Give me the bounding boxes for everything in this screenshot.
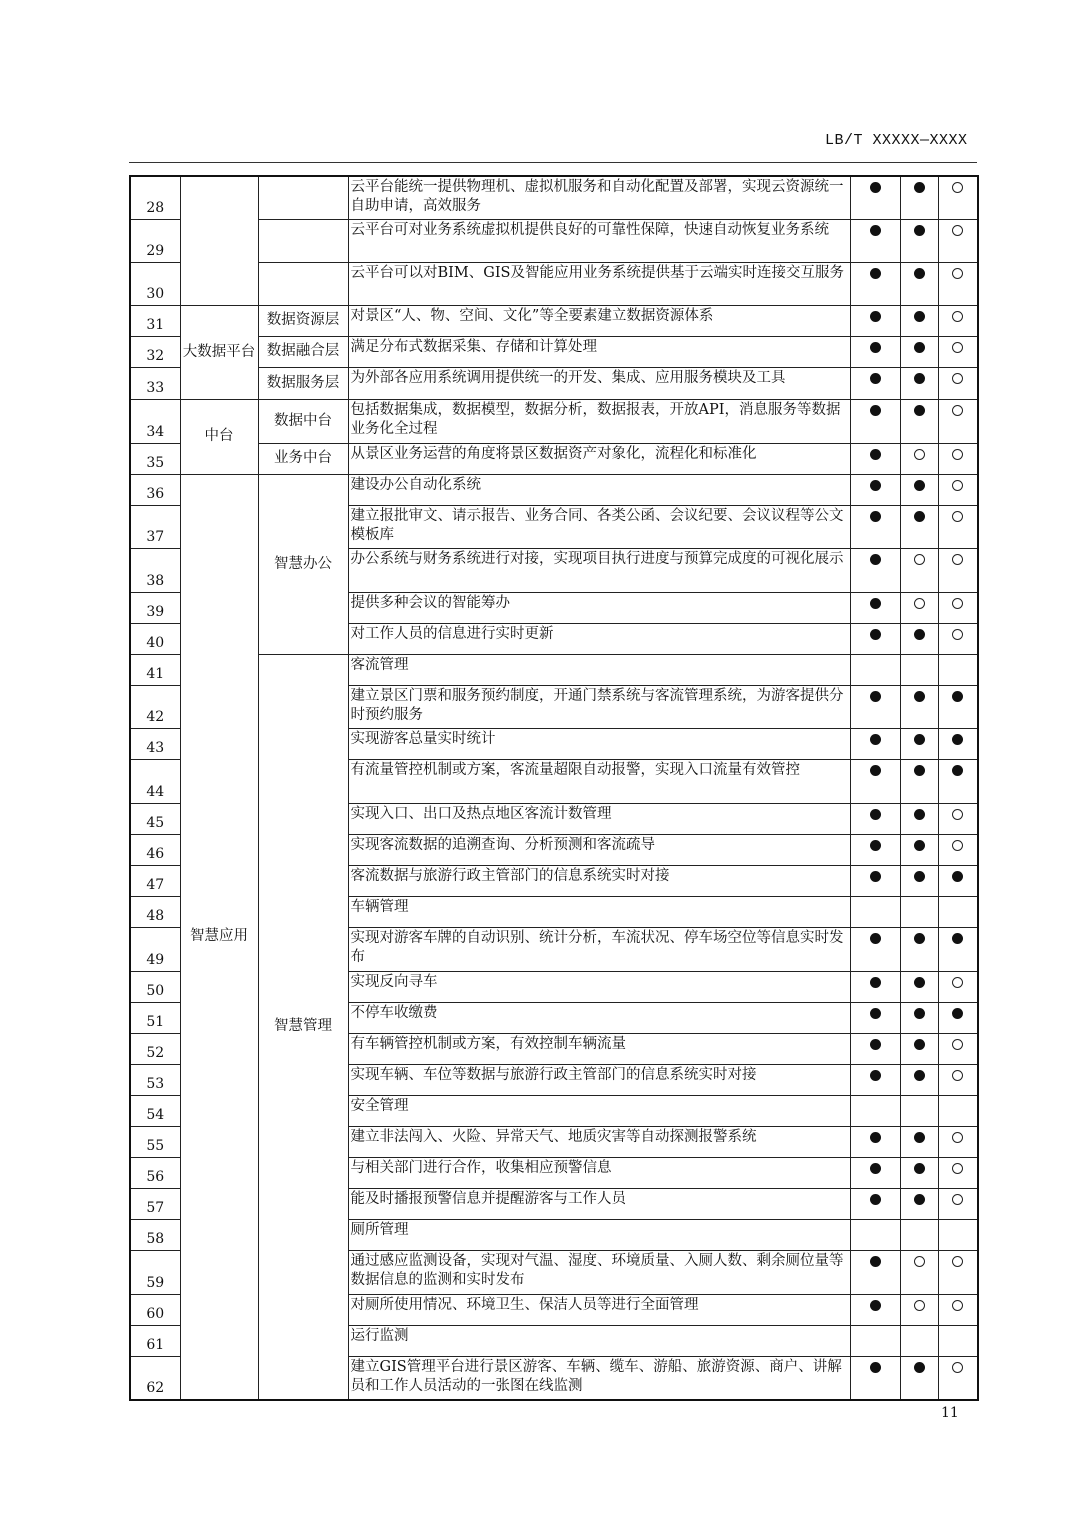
- filled-circle-icon: [914, 480, 925, 491]
- grade-mark-cell-3: [938, 728, 978, 759]
- requirement-text: 对工作人员的信息进行实时更新: [348, 623, 850, 654]
- grade-mark-cell-3: [938, 865, 978, 896]
- open-circle-icon: [952, 629, 963, 640]
- grade-mark-cell-3: [938, 399, 978, 443]
- requirement-text: 实现入口、出口及热点地区客流计数管理: [348, 803, 850, 834]
- grade-mark-cell-3: [938, 927, 978, 971]
- grade-mark-cell-2: [900, 865, 938, 896]
- subcategory-cell: 数据资源层: [258, 305, 348, 336]
- filled-circle-icon: [914, 840, 925, 851]
- grade-mark-cell-1: [850, 728, 900, 759]
- table-row: [130, 399, 978, 443]
- filled-circle-icon: [914, 182, 925, 193]
- filled-circle-icon: [870, 1132, 881, 1143]
- row-number: 28: [130, 176, 180, 219]
- table-row: [130, 176, 978, 219]
- subcategory-cell: 智慧管理: [258, 654, 348, 1400]
- open-circle-icon: [952, 311, 963, 322]
- grade-mark-cell-3: [938, 1064, 978, 1095]
- grade-mark-cell-1: [850, 367, 900, 399]
- filled-circle-icon: [914, 933, 925, 944]
- grade-mark-cell-1: [850, 176, 900, 219]
- grade-mark-cell-3: [938, 834, 978, 865]
- open-circle-icon: [914, 598, 925, 609]
- filled-circle-icon: [914, 1132, 925, 1143]
- open-circle-icon: [952, 554, 963, 565]
- grade-mark-cell-3: [938, 896, 978, 927]
- filled-circle-icon: [914, 734, 925, 745]
- grade-mark-cell-2: [900, 474, 938, 505]
- requirement-text: 满足分布式数据采集、存储和计算处理: [348, 336, 850, 367]
- requirement-text: 建立报批审文、请示报告、业务合同、各类公函、会议纪要、会议议程等公文模板库: [348, 505, 850, 548]
- row-number: 59: [130, 1250, 180, 1294]
- filled-circle-icon: [914, 1194, 925, 1205]
- category-cell: 大数据平台: [180, 305, 258, 399]
- subcategory-cell: 业务中台: [258, 443, 348, 474]
- grade-mark-cell-1: [850, 896, 900, 927]
- grade-mark-cell-1: [850, 1294, 900, 1325]
- grade-mark-cell-2: [900, 592, 938, 623]
- grade-mark-cell-3: [938, 1095, 978, 1126]
- filled-circle-icon: [870, 765, 881, 776]
- grade-mark-cell-1: [850, 834, 900, 865]
- filled-circle-icon: [870, 977, 881, 988]
- row-number: 29: [130, 219, 180, 262]
- open-circle-icon: [914, 554, 925, 565]
- grade-mark-cell-2: [900, 623, 938, 654]
- grade-mark-cell-1: [850, 1356, 900, 1400]
- row-number: 60: [130, 1294, 180, 1325]
- grade-mark-cell-3: [938, 443, 978, 474]
- grade-mark-cell-2: [900, 803, 938, 834]
- requirements-table-body: [130, 176, 978, 1400]
- filled-circle-icon: [870, 311, 881, 322]
- requirement-text: 安全管理: [348, 1095, 850, 1126]
- requirement-text: 建立GIS管理平台进行景区游客、车辆、缆车、游船、旅游资源、商户、讲解员和工作人员活动的一张图在线监测: [348, 1356, 850, 1400]
- subcategory-cell: 数据中台: [258, 399, 348, 443]
- category-cell: 中台: [180, 399, 258, 474]
- requirement-text: 建设办公自动化系统: [348, 474, 850, 505]
- filled-circle-icon: [914, 809, 925, 820]
- table-row: [130, 443, 978, 474]
- filled-circle-icon: [914, 1362, 925, 1373]
- filled-circle-icon: [914, 342, 925, 353]
- row-number: 54: [130, 1095, 180, 1126]
- grade-mark-cell-3: [938, 803, 978, 834]
- filled-circle-icon: [870, 373, 881, 384]
- filled-circle-icon: [870, 933, 881, 944]
- requirement-text: 厕所管理: [348, 1219, 850, 1250]
- row-number: 44: [130, 759, 180, 803]
- open-circle-icon: [952, 1362, 963, 1373]
- requirement-text: 云平台可对业务系统虚拟机提供良好的可靠性保障，快速自动恢复业务系统: [348, 219, 850, 262]
- grade-mark-cell-2: [900, 1064, 938, 1095]
- filled-circle-icon: [870, 734, 881, 745]
- filled-circle-icon: [870, 268, 881, 279]
- grade-mark-cell-1: [850, 1126, 900, 1157]
- requirement-text: 能及时播报预警信息并提醒游客与工作人员: [348, 1188, 850, 1219]
- open-circle-icon: [952, 449, 963, 460]
- requirement-text: 实现对游客车牌的自动识别、统计分析，车流状况、停车场空位等信息实时发布: [348, 927, 850, 971]
- row-number: 50: [130, 971, 180, 1002]
- filled-circle-icon: [870, 840, 881, 851]
- grade-mark-cell-3: [938, 1325, 978, 1356]
- grade-mark-cell-2: [900, 1325, 938, 1356]
- filled-circle-icon: [914, 691, 925, 702]
- filled-circle-icon: [914, 405, 925, 416]
- grade-mark-cell-2: [900, 1219, 938, 1250]
- row-number: 46: [130, 834, 180, 865]
- grade-mark-cell-3: [938, 1294, 978, 1325]
- grade-mark-cell-2: [900, 728, 938, 759]
- filled-circle-icon: [870, 809, 881, 820]
- grade-mark-cell-3: [938, 1356, 978, 1400]
- requirement-text: 有流量管控机制或方案，客流量超限自动报警，实现入口流量有效管控: [348, 759, 850, 803]
- row-number: 45: [130, 803, 180, 834]
- filled-circle-icon: [870, 1008, 881, 1019]
- filled-circle-icon: [914, 373, 925, 384]
- requirement-text: 云平台能统一提供物理机、虚拟机服务和自动化配置及部署，实现云资源统一自助申请，高效服务: [348, 176, 850, 219]
- grade-mark-cell-2: [900, 759, 938, 803]
- grade-mark-cell-2: [900, 1294, 938, 1325]
- filled-circle-icon: [870, 225, 881, 236]
- grade-mark-cell-1: [850, 474, 900, 505]
- table-row: [130, 219, 978, 262]
- grade-mark-cell-2: [900, 685, 938, 728]
- subcategory-cell: [258, 219, 348, 262]
- filled-circle-icon: [870, 182, 881, 193]
- grade-mark-cell-2: [900, 262, 938, 305]
- filled-circle-icon: [914, 1008, 925, 1019]
- grade-mark-cell-1: [850, 219, 900, 262]
- grade-mark-cell-3: [938, 1033, 978, 1064]
- requirement-text: 运行监测: [348, 1325, 850, 1356]
- table-row: [130, 474, 978, 505]
- grade-mark-cell-3: [938, 336, 978, 367]
- filled-circle-icon: [914, 311, 925, 322]
- row-number: 42: [130, 685, 180, 728]
- filled-circle-icon: [870, 1039, 881, 1050]
- grade-mark-cell-2: [900, 1356, 938, 1400]
- open-circle-icon: [952, 1194, 963, 1205]
- open-circle-icon: [952, 598, 963, 609]
- subcategory-cell: 数据融合层: [258, 336, 348, 367]
- grade-mark-cell-3: [938, 219, 978, 262]
- row-number: 30: [130, 262, 180, 305]
- requirement-text: 通过感应监测设备，实现对气温、湿度、环境质量、入厕人数、剩余厕位量等数据信息的监测和实时发布: [348, 1250, 850, 1294]
- requirement-text: 建立景区门票和服务预约制度，开通门禁系统与客流管理系统，为游客提供分时预约服务: [348, 685, 850, 728]
- grade-mark-cell-2: [900, 367, 938, 399]
- grade-mark-cell-3: [938, 592, 978, 623]
- grade-mark-cell-2: [900, 305, 938, 336]
- filled-circle-icon: [952, 765, 963, 776]
- requirement-text: 提供多种会议的智能筹办: [348, 592, 850, 623]
- filled-circle-icon: [870, 1300, 881, 1311]
- grade-mark-cell-2: [900, 1157, 938, 1188]
- grade-mark-cell-1: [850, 1002, 900, 1033]
- grade-mark-cell-1: [850, 971, 900, 1002]
- grade-mark-cell-3: [938, 305, 978, 336]
- open-circle-icon: [914, 449, 925, 460]
- filled-circle-icon: [914, 1163, 925, 1174]
- filled-circle-icon: [870, 342, 881, 353]
- open-circle-icon: [952, 1300, 963, 1311]
- open-circle-icon: [952, 1039, 963, 1050]
- open-circle-icon: [952, 480, 963, 491]
- grade-mark-cell-1: [850, 1095, 900, 1126]
- subcategory-cell: 智慧办公: [258, 474, 348, 654]
- open-circle-icon: [914, 1256, 925, 1267]
- row-number: 36: [130, 474, 180, 505]
- row-number: 39: [130, 592, 180, 623]
- grade-mark-cell-2: [900, 1095, 938, 1126]
- requirement-text: 包括数据集成，数据模型，数据分析，数据报表，开放API，消息服务等数据业务化全过程: [348, 399, 850, 443]
- requirement-text: 云平台可以对BIM、GIS及智能应用业务系统提供基于云端实时连接交互服务: [348, 262, 850, 305]
- row-number: 61: [130, 1325, 180, 1356]
- requirement-text: 办公系统与财务系统进行对接，实现项目执行进度与预算完成度的可视化展示: [348, 548, 850, 592]
- page-number: 11: [941, 1405, 959, 1421]
- grade-mark-cell-1: [850, 803, 900, 834]
- subcategory-cell: 数据服务层: [258, 367, 348, 399]
- requirement-text: 实现游客总量实时统计: [348, 728, 850, 759]
- grade-mark-cell-3: [938, 505, 978, 548]
- open-circle-icon: [952, 809, 963, 820]
- row-number: 52: [130, 1033, 180, 1064]
- grade-mark-cell-1: [850, 336, 900, 367]
- grade-mark-cell-2: [900, 927, 938, 971]
- filled-circle-icon: [952, 1008, 963, 1019]
- requirement-text: 有车辆管控机制或方案，有效控制车辆流量: [348, 1033, 850, 1064]
- filled-circle-icon: [914, 765, 925, 776]
- requirement-text: 实现客流数据的追溯查询、分析预测和客流疏导: [348, 834, 850, 865]
- row-number: 58: [130, 1219, 180, 1250]
- open-circle-icon: [952, 511, 963, 522]
- grade-mark-cell-1: [850, 262, 900, 305]
- filled-circle-icon: [914, 629, 925, 640]
- row-number: 40: [130, 623, 180, 654]
- row-number: 31: [130, 305, 180, 336]
- requirement-text: 不停车收缴费: [348, 1002, 850, 1033]
- filled-circle-icon: [914, 225, 925, 236]
- row-number: 33: [130, 367, 180, 399]
- grade-mark-cell-2: [900, 336, 938, 367]
- row-number: 32: [130, 336, 180, 367]
- grade-mark-cell-3: [938, 1126, 978, 1157]
- requirement-text: 车辆管理: [348, 896, 850, 927]
- table-row: [130, 367, 978, 399]
- table-row: [130, 262, 978, 305]
- open-circle-icon: [952, 182, 963, 193]
- grade-mark-cell-1: [850, 505, 900, 548]
- requirement-text: 对厕所使用情况、环境卫生、保洁人员等进行全面管理: [348, 1294, 850, 1325]
- grade-mark-cell-1: [850, 685, 900, 728]
- open-circle-icon: [952, 405, 963, 416]
- open-circle-icon: [952, 1163, 963, 1174]
- open-circle-icon: [952, 225, 963, 236]
- standard-code: LB/T XXXXX—XXXX: [825, 132, 968, 149]
- requirement-text: 与相关部门进行合作，收集相应预警信息: [348, 1157, 850, 1188]
- grade-mark-cell-3: [938, 1002, 978, 1033]
- grade-mark-cell-3: [938, 1157, 978, 1188]
- subcategory-cell: [258, 176, 348, 219]
- row-number: 34: [130, 399, 180, 443]
- grade-mark-cell-1: [850, 1188, 900, 1219]
- open-circle-icon: [952, 373, 963, 384]
- requirement-text: 客流管理: [348, 654, 850, 685]
- row-number: 43: [130, 728, 180, 759]
- grade-mark-cell-3: [938, 474, 978, 505]
- requirement-text: 实现车辆、车位等数据与旅游行政主管部门的信息系统实时对接: [348, 1064, 850, 1095]
- grade-mark-cell-3: [938, 971, 978, 1002]
- grade-mark-cell-1: [850, 1033, 900, 1064]
- grade-mark-cell-3: [938, 654, 978, 685]
- subcategory-cell: [258, 262, 348, 305]
- filled-circle-icon: [952, 734, 963, 745]
- grade-mark-cell-1: [850, 1325, 900, 1356]
- filled-circle-icon: [870, 1163, 881, 1174]
- grade-mark-cell-1: [850, 1064, 900, 1095]
- grade-mark-cell-2: [900, 176, 938, 219]
- requirement-text: 为外部各应用系统调用提供统一的开发、集成、应用服务模块及工具: [348, 367, 850, 399]
- grade-mark-cell-1: [850, 1219, 900, 1250]
- filled-circle-icon: [870, 480, 881, 491]
- filled-circle-icon: [870, 871, 881, 882]
- requirements-table: [129, 175, 979, 1401]
- grade-mark-cell-1: [850, 1157, 900, 1188]
- filled-circle-icon: [870, 1362, 881, 1373]
- row-number: 53: [130, 1064, 180, 1095]
- grade-mark-cell-1: [850, 548, 900, 592]
- filled-circle-icon: [870, 598, 881, 609]
- open-circle-icon: [952, 342, 963, 353]
- grade-mark-cell-2: [900, 1033, 938, 1064]
- requirement-text: 实现反向寻车: [348, 971, 850, 1002]
- grade-mark-cell-3: [938, 548, 978, 592]
- grade-mark-cell-3: [938, 1250, 978, 1294]
- grade-mark-cell-2: [900, 548, 938, 592]
- category-cell: 智慧应用: [180, 474, 258, 1400]
- row-number: 41: [130, 654, 180, 685]
- open-circle-icon: [952, 977, 963, 988]
- grade-mark-cell-3: [938, 623, 978, 654]
- open-circle-icon: [952, 1132, 963, 1143]
- row-number: 35: [130, 443, 180, 474]
- filled-circle-icon: [870, 1070, 881, 1081]
- requirement-text: 从景区业务运营的角度将景区数据资产对象化，流程化和标准化: [348, 443, 850, 474]
- row-number: 49: [130, 927, 180, 971]
- row-number: 37: [130, 505, 180, 548]
- grade-mark-cell-2: [900, 505, 938, 548]
- filled-circle-icon: [952, 933, 963, 944]
- open-circle-icon: [952, 1256, 963, 1267]
- grade-mark-cell-2: [900, 654, 938, 685]
- row-number: 56: [130, 1157, 180, 1188]
- grade-mark-cell-3: [938, 176, 978, 219]
- grade-mark-cell-1: [850, 443, 900, 474]
- open-circle-icon: [952, 840, 963, 851]
- grade-mark-cell-1: [850, 305, 900, 336]
- filled-circle-icon: [870, 405, 881, 416]
- row-number: 57: [130, 1188, 180, 1219]
- row-number: 62: [130, 1356, 180, 1400]
- filled-circle-icon: [952, 871, 963, 882]
- open-circle-icon: [952, 268, 963, 279]
- table-row: [130, 305, 978, 336]
- grade-mark-cell-1: [850, 623, 900, 654]
- grade-mark-cell-3: [938, 262, 978, 305]
- filled-circle-icon: [870, 1194, 881, 1205]
- grade-mark-cell-2: [900, 1002, 938, 1033]
- category-cell: [180, 176, 258, 305]
- requirement-text: 对景区“人、物、空间、文化”等全要素建立数据资源体系: [348, 305, 850, 336]
- row-number: 51: [130, 1002, 180, 1033]
- filled-circle-icon: [870, 1256, 881, 1267]
- filled-circle-icon: [870, 511, 881, 522]
- table-row: [130, 336, 978, 367]
- filled-circle-icon: [952, 691, 963, 702]
- filled-circle-icon: [914, 1039, 925, 1050]
- grade-mark-cell-1: [850, 927, 900, 971]
- grade-mark-cell-1: [850, 865, 900, 896]
- grade-mark-cell-3: [938, 759, 978, 803]
- grade-mark-cell-3: [938, 367, 978, 399]
- grade-mark-cell-1: [850, 399, 900, 443]
- grade-mark-cell-1: [850, 654, 900, 685]
- table-row: [130, 654, 978, 685]
- grade-mark-cell-2: [900, 1126, 938, 1157]
- grade-mark-cell-2: [900, 896, 938, 927]
- filled-circle-icon: [914, 511, 925, 522]
- grade-mark-cell-2: [900, 971, 938, 1002]
- filled-circle-icon: [870, 629, 881, 640]
- filled-circle-icon: [914, 977, 925, 988]
- row-number: 55: [130, 1126, 180, 1157]
- header-rule: [129, 162, 977, 163]
- grade-mark-cell-3: [938, 685, 978, 728]
- open-circle-icon: [914, 1300, 925, 1311]
- filled-circle-icon: [870, 691, 881, 702]
- open-circle-icon: [952, 1070, 963, 1081]
- filled-circle-icon: [914, 268, 925, 279]
- grade-mark-cell-1: [850, 592, 900, 623]
- grade-mark-cell-3: [938, 1219, 978, 1250]
- grade-mark-cell-2: [900, 219, 938, 262]
- grade-mark-cell-2: [900, 443, 938, 474]
- filled-circle-icon: [870, 554, 881, 565]
- filled-circle-icon: [914, 1070, 925, 1081]
- row-number: 47: [130, 865, 180, 896]
- grade-mark-cell-2: [900, 1250, 938, 1294]
- grade-mark-cell-1: [850, 1250, 900, 1294]
- row-number: 48: [130, 896, 180, 927]
- row-number: 38: [130, 548, 180, 592]
- grade-mark-cell-2: [900, 1188, 938, 1219]
- grade-mark-cell-1: [850, 759, 900, 803]
- grade-mark-cell-3: [938, 1188, 978, 1219]
- grade-mark-cell-2: [900, 399, 938, 443]
- requirement-text: 客流数据与旅游行政主管部门的信息系统实时对接: [348, 865, 850, 896]
- filled-circle-icon: [914, 871, 925, 882]
- requirement-text: 建立非法闯入、火险、异常天气、地质灾害等自动探测报警系统: [348, 1126, 850, 1157]
- grade-mark-cell-2: [900, 834, 938, 865]
- filled-circle-icon: [870, 449, 881, 460]
